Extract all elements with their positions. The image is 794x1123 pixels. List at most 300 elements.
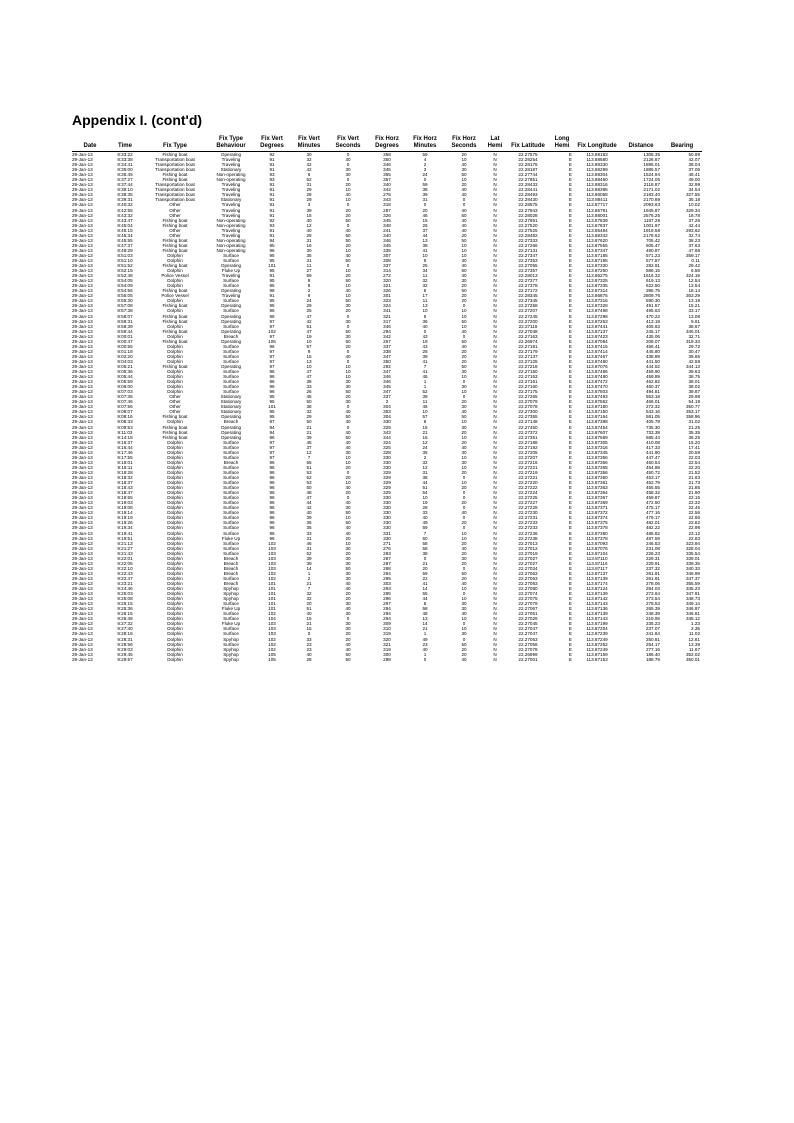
table-cell: 20	[461, 560, 467, 566]
table-cell: 49	[422, 636, 428, 642]
table-cell: Spyhop	[223, 591, 239, 597]
table-cell: 59	[422, 182, 428, 188]
table-cell: 30	[345, 575, 351, 581]
table-cell: 12	[306, 449, 312, 455]
table-cell: 47	[306, 495, 312, 501]
table-cell: 20	[345, 464, 351, 470]
table-cell: 29-Jan-13	[72, 444, 93, 450]
table-cell: 22.27200	[518, 318, 538, 324]
table-cell: 113.87364	[586, 490, 608, 496]
table-cell: Fishing boat	[162, 338, 188, 344]
table-cell: 733.38	[645, 429, 660, 435]
table-cell: N	[493, 283, 497, 289]
table-cell: 462.82	[645, 379, 660, 385]
table-cell: 1001.97	[643, 222, 660, 228]
table-cell: 20	[461, 429, 467, 435]
table-cell: N	[493, 459, 497, 465]
table-cell: Transportation boat	[155, 192, 195, 198]
table-cell: E	[568, 227, 572, 233]
table-cell: 20	[345, 535, 351, 541]
table-cell: 95	[269, 298, 275, 304]
table-cell: 29-Jan-13	[72, 570, 93, 576]
table-cell: 35	[422, 449, 428, 455]
table-cell: 13.54	[688, 283, 700, 289]
table-cell: 40	[345, 353, 351, 359]
table-cell: E	[568, 157, 572, 163]
table-cell: 94	[269, 429, 275, 435]
table-cell: 9:05:59	[117, 379, 133, 385]
table-cell: 8:54:09	[117, 283, 133, 289]
table-cell: 103	[268, 545, 276, 551]
table-cell: 102	[268, 646, 276, 652]
table-cell: 22.15	[688, 495, 700, 501]
table-cell: 29-Jan-13	[72, 575, 93, 581]
table-cell: 0	[462, 505, 466, 511]
table-cell: 113.87164	[586, 414, 608, 420]
table-cell: E	[568, 530, 572, 536]
table-cell: 42.07	[688, 157, 700, 163]
table-cell: 235.23	[645, 621, 660, 627]
table-cell: 22.27067	[518, 606, 538, 612]
table-cell: 113.86058	[586, 192, 608, 198]
table-row	[72, 657, 702, 662]
table-cell: 22.32	[688, 500, 700, 506]
table-cell: 38.23	[688, 237, 700, 243]
table-cell: 40	[461, 192, 467, 198]
table-cell: 98	[269, 288, 275, 294]
table-cell: 21	[306, 429, 312, 435]
table-cell: 22.27026	[518, 616, 538, 622]
table-cell: E	[568, 616, 572, 622]
table-cell: 9:19:41	[117, 530, 133, 536]
table-cell: 29-Jan-13	[72, 187, 93, 193]
table-cell: 91	[269, 227, 275, 233]
table-cell: 39.87	[688, 389, 700, 395]
table-row	[72, 536, 702, 541]
table-cell: 590.30	[645, 298, 660, 304]
table-cell: 29-Jan-13	[72, 162, 93, 168]
table-cell: 21.63	[688, 475, 700, 480]
table-cell: 29-Jan-13	[72, 429, 93, 435]
table-cell: 276	[383, 545, 391, 551]
table-cell: E	[568, 353, 572, 359]
table-cell: 29-Jan-13	[72, 263, 93, 269]
table-cell: 22.27377	[518, 278, 538, 284]
table-cell: 2126.87	[643, 157, 660, 163]
table-cell: 29-Jan-13	[72, 202, 93, 208]
table-cell: Breach	[223, 565, 239, 571]
table-cell: N	[493, 580, 497, 586]
table-cell: 29-Jan-13	[72, 621, 93, 627]
table-cell: 357	[383, 177, 391, 183]
table-cell: 29-Jan-13	[72, 212, 93, 218]
table-cell: E	[568, 323, 572, 329]
table-cell: 459.87	[645, 495, 660, 501]
table-cell: E	[568, 232, 572, 238]
table-cell: 22.27744	[518, 172, 538, 178]
table-cell: 40	[345, 439, 351, 445]
table-cell: 91	[269, 232, 275, 238]
table-cell: N	[493, 333, 497, 339]
table-cell: 482.01	[645, 520, 660, 526]
table-cell: 38	[422, 475, 428, 480]
table-cell: 29-Jan-13	[72, 232, 93, 238]
table-cell: 22.27012	[518, 545, 538, 551]
table-cell: N	[493, 369, 497, 375]
table-cell: N	[493, 182, 497, 188]
table-cell: 2576.25	[643, 212, 660, 218]
table-cell: 347.91	[685, 591, 700, 597]
table-cell: 470.22	[645, 313, 660, 319]
table-cell: 329	[383, 490, 391, 496]
table-cell: E	[568, 596, 572, 602]
table-cell: 29-Jan-13	[72, 227, 93, 233]
table-cell: 0	[346, 263, 350, 269]
table-cell: E	[568, 172, 572, 178]
table-cell: 29-Jan-13	[72, 490, 93, 496]
table-cell: 50	[461, 318, 467, 324]
table-cell: 340.33	[685, 565, 700, 571]
table-cell: 47	[306, 328, 312, 334]
table-cell: 95	[269, 257, 275, 263]
table-cell: 9:01:18	[117, 348, 133, 354]
table-cell: 21	[306, 580, 312, 586]
table-cell: 1	[423, 384, 427, 390]
table-cell: 22.27575	[518, 152, 538, 157]
table-cell: 44	[422, 232, 428, 238]
table-cell: N	[493, 510, 497, 516]
table-cell: Surface	[223, 323, 239, 329]
table-cell: 113.87345	[586, 449, 608, 455]
table-cell: Dolphin	[167, 651, 183, 657]
table-cell: 20	[345, 207, 351, 213]
table-cell: N	[493, 278, 497, 284]
table-cell: 113.86875	[586, 293, 608, 299]
table-cell: 32	[422, 459, 428, 465]
table-cell: 35	[306, 525, 312, 531]
table-cell: N	[493, 212, 497, 218]
table-cell: 113.87260	[586, 268, 608, 274]
table-cell: 101	[268, 404, 276, 410]
table-cell: N	[493, 252, 497, 258]
table-cell: 29-Jan-13	[72, 530, 93, 536]
table-cell: 358	[383, 152, 391, 157]
table-cell: N	[493, 439, 497, 445]
table-cell: 30	[461, 167, 467, 173]
table-cell: 93	[269, 222, 275, 228]
table-cell: 22.27079	[518, 399, 538, 405]
table-cell: N	[493, 586, 497, 592]
table-cell: 30	[345, 318, 351, 324]
table-cell: 20	[345, 475, 351, 480]
table-cell: 20	[461, 283, 467, 289]
table-cell: E	[568, 202, 572, 208]
table-cell: 22.27153	[518, 374, 538, 380]
table-cell: Transportation boat	[155, 167, 195, 173]
table-cell: 30	[461, 369, 467, 375]
table-cell: 96	[269, 379, 275, 385]
table-cell: 353	[383, 409, 391, 415]
table-cell: 40	[306, 227, 312, 233]
table-cell: 485.82	[645, 530, 660, 536]
table-cell: 113.88304	[586, 172, 608, 178]
table-cell: E	[568, 490, 572, 496]
table-cell: 3	[307, 202, 311, 208]
table-cell: N	[493, 414, 497, 420]
table-cell: 29-Jan-13	[72, 469, 93, 475]
table-cell: 22.28493	[518, 192, 538, 198]
table-cell: Other	[169, 232, 181, 238]
table-cell: 10	[306, 363, 312, 369]
table-cell: Surface	[223, 641, 239, 647]
table-cell: Surface	[223, 449, 239, 455]
table-cell: 40	[461, 328, 467, 334]
table-cell: E	[568, 363, 572, 369]
table-cell: E	[568, 444, 572, 450]
table-cell: 22.27074	[518, 591, 538, 597]
table-cell: 293.62	[685, 227, 700, 233]
table-cell: 13.39	[688, 641, 700, 647]
table-cell: 29-Jan-13	[72, 298, 93, 304]
table-cell: 113.87185	[586, 252, 608, 258]
table-cell: 113.87454	[586, 424, 608, 430]
table-cell: 96	[269, 495, 275, 501]
table-cell: 1	[307, 570, 311, 576]
table-cell: N	[493, 268, 497, 274]
table-cell: 342	[383, 333, 391, 339]
table-row	[72, 319, 702, 324]
table-cell: Dolphin	[167, 449, 183, 455]
table-cell: 29-Jan-13	[72, 288, 93, 294]
table-cell: 44	[306, 500, 312, 506]
table-cell: 29-Jan-13	[72, 434, 93, 440]
table-cell: 455.55	[645, 485, 660, 491]
column-header: Lat Hemi	[484, 136, 506, 152]
table-cell: Other	[169, 399, 181, 405]
table-cell: 20	[345, 596, 351, 602]
table-cell: 38	[422, 242, 428, 248]
table-cell: 50	[461, 288, 467, 294]
table-cell: 47	[306, 369, 312, 375]
table-cell: 8:58:07	[117, 313, 133, 319]
table-cell: E	[568, 358, 572, 364]
table-cell: 38	[306, 404, 312, 410]
table-cell: 9	[307, 278, 311, 284]
table-cell: 8:33:38	[117, 157, 133, 163]
table-cell: Dolphin	[167, 570, 183, 576]
table-cell: E	[568, 177, 572, 183]
table-cell: 45	[306, 394, 312, 400]
table-cell: 10	[422, 308, 428, 314]
table-cell: 24	[306, 298, 312, 304]
table-cell: 29-Jan-13	[72, 409, 93, 415]
table-cell: 9:19:34	[117, 525, 133, 531]
table-cell: 2	[307, 575, 311, 581]
table-cell: 0	[462, 525, 466, 531]
table-cell: 329	[383, 424, 391, 430]
table-cell: Dolphin	[167, 580, 183, 586]
table-cell: 29-Jan-13	[72, 247, 93, 253]
table-cell: Dolphin	[167, 308, 183, 314]
table-cell: N	[493, 606, 497, 612]
table-cell: 22.27218	[518, 363, 538, 369]
table-cell: Other	[169, 404, 181, 410]
table-cell: 29-Jan-13	[72, 343, 93, 349]
table-cell: 7	[423, 530, 427, 536]
table-cell: 9:22:47	[117, 575, 133, 581]
table-cell: E	[568, 580, 572, 586]
table-cell: 29-Jan-13	[72, 505, 93, 511]
table-cell: 352.02	[685, 651, 700, 657]
table-cell: 96	[269, 520, 275, 526]
table-cell: 10	[461, 586, 467, 592]
table-cell: 29-Jan-13	[72, 500, 93, 506]
table-cell: Dolphin	[167, 268, 183, 274]
table-cell: 8:43:32	[117, 212, 133, 218]
table-cell: Surface	[223, 505, 239, 511]
table-cell: 102	[268, 611, 276, 617]
table-cell: 57	[422, 414, 428, 420]
table-cell: N	[493, 591, 497, 597]
table-cell: 9:02:20	[117, 353, 133, 359]
table-row	[72, 218, 702, 223]
table-cell: N	[493, 227, 497, 233]
table-cell: 113.87199	[586, 621, 608, 627]
table-cell: 22.27245	[518, 313, 538, 319]
table-cell: 0	[346, 202, 350, 208]
table-cell: 8:58:39	[117, 323, 133, 329]
table-cell: 10	[461, 626, 467, 632]
table-cell: 577.87	[645, 257, 660, 263]
table-cell: Spyhop	[223, 651, 239, 657]
table-cell: 445.80	[645, 348, 660, 354]
table-cell: 21	[422, 626, 428, 632]
table-cell: 30	[461, 601, 467, 607]
table-cell: 10	[461, 157, 467, 163]
table-cell: 91	[269, 182, 275, 188]
table-cell: 22.27078	[518, 646, 538, 652]
table-cell: 29-Jan-13	[72, 545, 93, 551]
table-cell: 50	[306, 419, 312, 425]
column-header: Fix Vert Minutes	[290, 136, 328, 152]
table-cell: 50	[345, 338, 351, 344]
table-cell: 22.28028	[518, 212, 538, 218]
table-cell: N	[493, 525, 497, 531]
table-cell: Operating	[220, 429, 242, 435]
table-cell: E	[568, 464, 572, 470]
table-row	[72, 435, 702, 440]
table-cell: Stationary	[220, 399, 242, 405]
table-cell: 32.99	[688, 182, 700, 188]
table-cell: 29-Jan-13	[72, 580, 93, 586]
table-cell: 272	[383, 273, 391, 279]
data-table	[72, 136, 702, 662]
table-cell: E	[568, 318, 572, 324]
table-cell: 22.28345	[518, 293, 538, 299]
table-cell: 113.87204	[586, 626, 608, 632]
table-cell: 29-Jan-13	[72, 414, 93, 420]
table-cell: 22.82	[688, 520, 700, 526]
table-cell: 20	[345, 308, 351, 314]
table-cell: N	[493, 495, 497, 501]
table-cell: 9:18:37	[117, 480, 133, 486]
table-cell: E	[568, 535, 572, 541]
table-cell: 39	[422, 192, 428, 198]
table-cell: 10	[345, 268, 351, 274]
table-cell: 30	[345, 384, 351, 390]
table-cell: 113.87717	[586, 202, 608, 208]
table-cell: 113.87480	[586, 358, 608, 364]
table-cell: Breach	[223, 560, 239, 566]
table-cell: 10	[461, 480, 467, 486]
table-cell: 237.07	[645, 626, 660, 632]
table-cell: 273.64	[645, 591, 660, 597]
table-cell: Dolphin	[167, 298, 183, 304]
table-cell: 275	[383, 192, 391, 198]
table-cell: Surface	[223, 495, 239, 501]
table-cell: 97	[269, 363, 275, 369]
table-cell: 30	[345, 626, 351, 632]
table-cell: 278.06	[645, 580, 660, 586]
table-cell: 29-Jan-13	[72, 480, 93, 486]
table-cell: 113.87375	[586, 520, 608, 526]
table-cell: 0	[346, 323, 350, 329]
table-cell: 113.87174	[586, 580, 608, 586]
table-cell: 18.78	[688, 212, 700, 218]
table-cell: 29-Jan-13	[72, 242, 93, 248]
table-cell: 317	[383, 318, 391, 324]
table-cell: 29-Jan-13	[72, 278, 93, 284]
table-cell: 29-Jan-13	[72, 535, 93, 541]
table-cell: Surface	[223, 515, 239, 521]
table-cell: 22.27224	[518, 490, 538, 496]
table-cell: E	[568, 338, 572, 344]
table-cell: 8:36:45	[117, 172, 133, 178]
table-cell: N	[493, 389, 497, 395]
table-cell: 254.17	[645, 641, 660, 647]
table-cell: E	[568, 555, 572, 561]
table-cell: 21.73	[688, 480, 700, 486]
table-cell: 29-Jan-13	[72, 182, 93, 188]
table-cell: 51	[306, 606, 312, 612]
table-cell: Operating	[220, 303, 242, 309]
table-cell: 2178.62	[643, 232, 660, 238]
table-cell: 9:22:05	[117, 560, 133, 566]
table-cell: 113.87328	[586, 303, 608, 309]
table-cell: 31	[306, 545, 312, 551]
table-cell: E	[568, 313, 572, 319]
table-cell: N	[493, 374, 497, 380]
table-cell: 40	[345, 485, 351, 491]
table-cell: 3	[423, 167, 427, 173]
table-cell: 58	[422, 545, 428, 551]
table-cell: 35.18	[688, 197, 700, 203]
table-cell: 10	[461, 616, 467, 622]
table-cell: 11	[306, 263, 312, 269]
table-cell: 39	[306, 515, 312, 521]
table-cell: 14	[422, 586, 428, 592]
table-cell: 38.75	[688, 374, 700, 380]
table-cell: 261.91	[645, 570, 660, 576]
table-cell: 0.11	[691, 257, 700, 263]
table-cell: 685.44	[645, 434, 660, 440]
table-cell: 283	[383, 550, 391, 556]
table-cell: 9	[307, 348, 311, 354]
table-cell: N	[493, 601, 497, 607]
table-cell: 9:23:21	[117, 580, 133, 586]
table-cell: E	[568, 192, 572, 198]
table-cell: N	[493, 288, 497, 294]
